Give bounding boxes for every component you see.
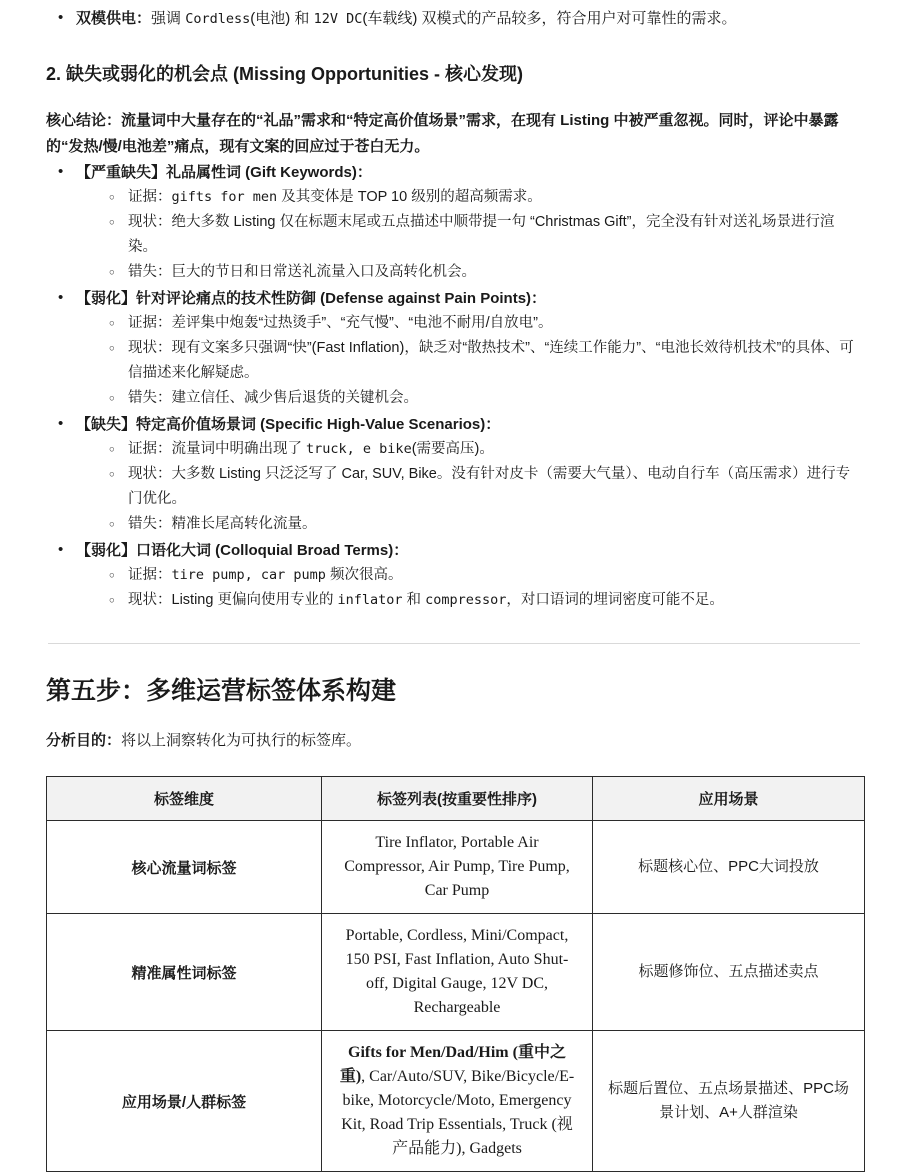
- cell-scene: 标题后置位、五点场景描述、PPC场景计划、A+人群渲染: [593, 1031, 865, 1172]
- list-item: [46, 538, 862, 613]
- analysis-purpose-text: 将以上洞察转化为可执行的标签库。: [121, 732, 362, 749]
- list-item: [98, 210, 862, 260]
- table-row: [47, 1031, 865, 1172]
- point-text: 巨大的节日和日常送礼流量入口及高转化机会。: [171, 264, 476, 280]
- point-keyword: truck, e bike: [306, 441, 412, 457]
- opportunity-point-list: [98, 437, 862, 537]
- bullet-mono-1: Cordless: [185, 11, 251, 27]
- point-text: 流量词中明确出现了: [171, 441, 307, 457]
- point-label: 证据：: [128, 441, 172, 457]
- cell-tag-list: [322, 1031, 593, 1172]
- point-keyword: tire pump, car pump: [171, 567, 326, 583]
- table-row: [47, 914, 865, 1031]
- point-text: 精准长尾高转化流量。: [171, 516, 317, 532]
- step-heading: [46, 674, 862, 708]
- analysis-purpose: [46, 728, 862, 754]
- cell-tag-rest: Portable, Cordless, Mini/Compact, 150 PSI, Fast Inflation, Auto Shut-off, Digital Gauge, 12V DC, Rechargeable: [345, 927, 569, 1016]
- table-row: [47, 821, 865, 914]
- point-label: 错失：: [128, 264, 172, 280]
- point-label: 错失：: [128, 516, 172, 532]
- list-item: [98, 512, 862, 537]
- list-item: [98, 588, 862, 613]
- cell-tag-list: [322, 821, 593, 914]
- opportunity-title: 【缺失】特定高价值场景词 (Specific High-Value Scenarios)：: [76, 416, 501, 433]
- opportunity-detail-wrapper: [98, 185, 862, 285]
- step-heading-text: 第五步：多维运营标签体系构建: [46, 677, 397, 705]
- point-label: 现状：: [128, 466, 172, 482]
- tag-system-table: [46, 776, 865, 1172]
- analysis-purpose-label: 分析目的：: [46, 732, 122, 749]
- opportunity-title: 【严重缺失】礼品属性词 (Gift Keywords)：: [76, 164, 372, 181]
- opportunity-point-list: [98, 563, 862, 613]
- point-label: 现状：: [128, 592, 172, 608]
- list-item: [98, 437, 862, 462]
- list-item: [98, 386, 862, 411]
- bullet-mono-2: 12V DC: [313, 11, 363, 27]
- bullet-text-1: 强调: [151, 10, 186, 27]
- cell-tag-rest: Tire Inflator, Portable Air Compressor, Air Pump, Tire Pump, Car Pump: [344, 834, 570, 899]
- point-keyword: compressor: [425, 592, 507, 608]
- cell-tag-rest: , Car/Auto/SUV, Bike/Bicycle/E-bike, Motorcycle/Moto, Emergency Kit, Road Trip Essentials, Truck (视产品能力), Gadgets: [341, 1068, 575, 1157]
- point-label: 错失：: [128, 390, 172, 406]
- point-label: 现状：: [128, 340, 172, 356]
- point-text: ，对口语词的埋词密度可能不足。: [506, 592, 724, 608]
- list-item: [46, 160, 862, 285]
- point-label: 证据：: [128, 315, 172, 331]
- point-text: 和: [402, 592, 426, 608]
- point-label: 现状：: [128, 214, 172, 230]
- point-label: 证据：: [128, 189, 172, 205]
- cell-dimension: 应用场景/人群标签: [47, 1031, 322, 1172]
- column-header-tags: 标签列表(按重要性排序): [322, 777, 593, 821]
- list-item: [46, 412, 862, 537]
- cell-tag-emphasis: Gifts for Men/Dad/Him (重中之重): [339, 1044, 566, 1085]
- bullet-separator: ：: [136, 10, 152, 27]
- section-heading-text: 2. 缺失或弱化的机会点 (Missing Opportunities - 核心发现): [46, 64, 523, 84]
- opportunities-list: [46, 160, 862, 613]
- cell-dimension: 精准属性词标签: [47, 914, 322, 1031]
- list-item: [46, 6, 862, 32]
- top-bullet-list: [46, 6, 862, 32]
- cell-tag-list: [322, 914, 593, 1031]
- core-conclusion-text: 核心结论：流量词中大量存在的“礼品”需求和“特定高价值场景”需求，在现有 Listing 中被严重忽视。同时，评论中暴露的“发热/慢/电池差”痛点，现有文案的回应过于苍白无力。: [46, 112, 839, 155]
- point-keyword: gifts for men: [171, 189, 278, 205]
- list-item: [98, 336, 862, 386]
- opportunity-point-list: [98, 185, 862, 285]
- section-heading: [46, 60, 862, 88]
- list-item: [98, 311, 862, 336]
- point-label: 证据：: [128, 567, 172, 583]
- point-keyword: inflator: [337, 592, 403, 608]
- list-item: [46, 286, 862, 411]
- list-item: [98, 563, 862, 588]
- bullet-label: 双模供电: [76, 10, 137, 27]
- core-conclusion: [46, 108, 862, 160]
- column-header-dimension: 标签维度: [47, 777, 322, 821]
- point-text: 及其变体是 TOP 10 级别的超高频需求。: [277, 189, 542, 205]
- cell-scene: 标题核心位、PPC大词投放: [593, 821, 865, 914]
- opportunity-title: 【弱化】口语化大词 (Colloquial Broad Terms)：: [76, 542, 409, 559]
- point-text: 频次很高。: [325, 567, 403, 583]
- list-item: [98, 462, 862, 512]
- section-divider: [48, 643, 860, 644]
- cell-scene: 标题修饰位、五点描述卖点: [593, 914, 865, 1031]
- list-item: [98, 260, 862, 285]
- point-text: 现有文案多只强调“快”(Fast Inflation)，缺乏对“散热技术”、“连续工作能力”、“电池长效待机技术”的具体、可信描述来化解疑虑。: [128, 340, 854, 381]
- point-text: Listing 更偏向使用专业的: [171, 592, 338, 608]
- point-text: 建立信任、减少售后退货的关键机会。: [171, 390, 418, 406]
- opportunity-detail-wrapper: [98, 563, 862, 613]
- point-text: 差评集中炮轰“过热烫手”、“充气慢”、“电池不耐用/自放电”。: [171, 315, 553, 331]
- list-item: [98, 185, 862, 210]
- point-text: 绝大多数 Listing 仅在标题末尾或五点描述中顺带提一句 “Christmas Gift”，完全没有针对送礼场景进行渲染。: [128, 214, 835, 255]
- opportunity-detail-wrapper: [98, 437, 862, 537]
- opportunity-detail-wrapper: [98, 311, 862, 411]
- point-text: (需要高压)。: [411, 441, 494, 457]
- opportunity-title: 【弱化】针对评论痛点的技术性防御 (Defense against Pain Points)：: [76, 290, 547, 307]
- opportunity-group-list: [46, 160, 862, 613]
- table-header-row: [47, 777, 865, 821]
- bullet-text-3: (车载线) 双模式的产品较多，符合用户对可靠性的需求。: [362, 10, 737, 27]
- point-text: 大多数 Listing 只泛泛写了 Car, SUV, Bike。没有针对皮卡（需要大气量）、电动自行车（高压需求）进行专门优化。: [128, 466, 851, 507]
- column-header-scene: 应用场景: [593, 777, 865, 821]
- bullet-text-2: (电池) 和: [250, 10, 314, 27]
- cell-dimension: 核心流量词标签: [47, 821, 322, 914]
- opportunity-point-list: [98, 311, 862, 411]
